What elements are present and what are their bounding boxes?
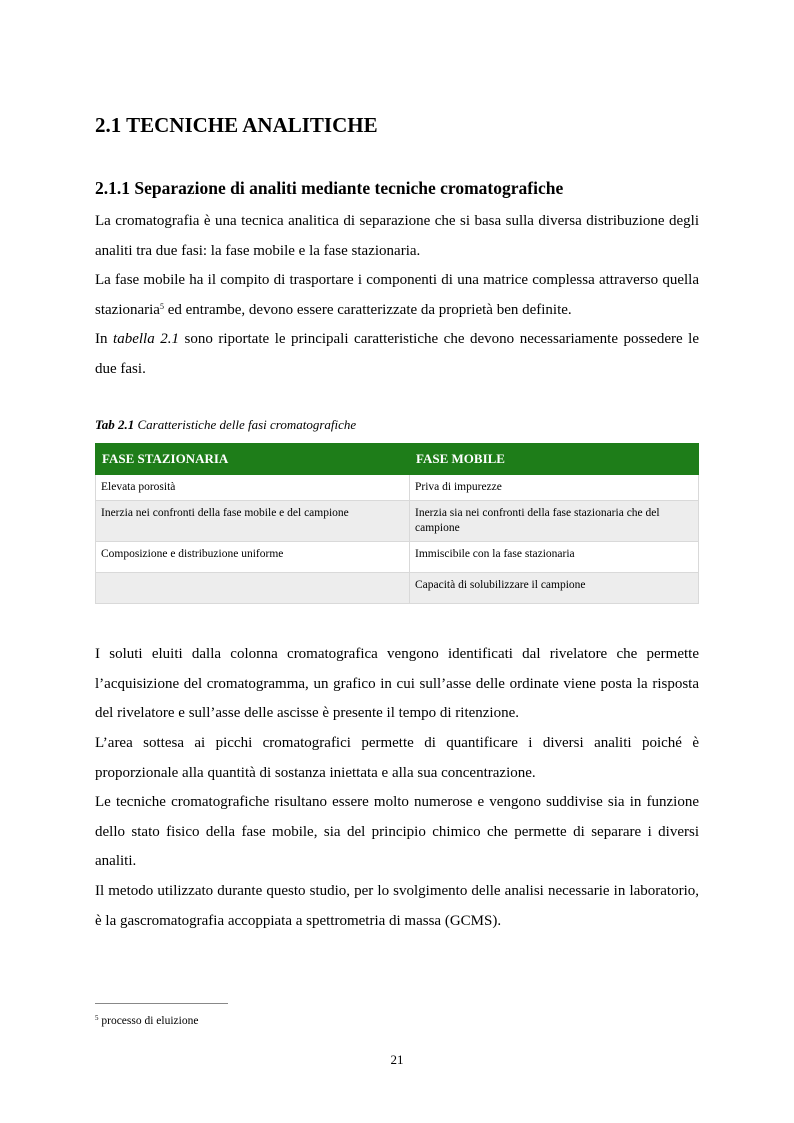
footnote-reference: 5 xyxy=(159,301,164,311)
table-caption-label: Tab 2.1 xyxy=(95,417,135,432)
table-header-mobile: FASE MOBILE xyxy=(410,444,699,475)
body-paragraph-3: Le tecniche cromatografiche risultano essere molto numerose e vengono suddivise sia in funzione dello stato fisico della fase mobile, sia del principio chimico che permette di separare i diversi analiti. xyxy=(95,794,699,869)
intro-paragraph-3 xyxy=(95,325,699,384)
intro-paragraph-2-text-a: La fase mobile ha il compito di trasportare i componenti di una matrice complessa attraverso quella stazionaria xyxy=(95,272,699,318)
table-row xyxy=(96,573,699,604)
table-cell: Elevata porosità xyxy=(96,475,410,501)
intro-paragraph-3-text-a: In xyxy=(95,331,114,347)
table-cell: Inerzia sia nei confronti della fase stazionaria che del campione xyxy=(410,501,699,542)
footnote-separator xyxy=(95,1003,228,1004)
intro-paragraph-1: La cromatografia è una tecnica analitica di separazione che si basa sulla diversa distribuzione degli analiti tra due fasi: la fase mobile e la fase stazionaria. xyxy=(95,213,699,259)
table-cell: Immiscibile con la fase stazionaria xyxy=(410,542,699,573)
table-cell: Priva di impurezze xyxy=(410,475,699,501)
body-paragraph-4: Il metodo utilizzato durante questo studio, per lo svolgimento delle analisi necessarie in laboratorio, è la gascromatografia accoppiata a spettrometria di massa (GCMS). xyxy=(95,883,699,929)
table-row xyxy=(96,501,699,542)
table-cell: Inerzia nei confronti della fase mobile e del campione xyxy=(96,501,410,542)
footnote xyxy=(95,1015,198,1027)
table-caption xyxy=(95,417,356,433)
table-cell: Composizione e distribuzione uniforme xyxy=(96,542,410,573)
section-title: 2.1 TECNICHE ANALITICHE xyxy=(95,113,378,137)
body-paragraph-2: L’area sottesa ai picchi cromatografici permette di quantificare i diversi analiti poiché è proporzionale alla quantità di sostanza iniettata e alla sua concentrazione. xyxy=(95,735,699,781)
table-header-stationary: FASE STAZIONARIA xyxy=(96,444,410,475)
table-caption-text: Caratteristiche delle fasi cromatografiche xyxy=(134,417,357,432)
table-row xyxy=(96,475,699,501)
footnote-text: processo di eluizione xyxy=(98,1015,199,1027)
intro-paragraph-2 xyxy=(95,266,699,325)
footnote-number: 5 xyxy=(95,1014,99,1022)
intro-paragraph-3-text-b: sono riportate le principali caratteristiche che devono necessariamente possedere le due fasi. xyxy=(95,331,699,377)
table-row xyxy=(96,542,699,573)
intro-paragraph-2-text-b: ed entrambe, devono essere caratterizzate da proprietà ben definite. xyxy=(163,301,572,318)
table-cell xyxy=(96,573,410,604)
page-number: 21 xyxy=(390,1052,404,1067)
table-header-row xyxy=(96,444,699,475)
subsection-title: 2.1.1 Separazione di analiti mediante tecniche cromatografiche xyxy=(95,178,564,198)
table-cell: Capacità di solubilizzare il campione xyxy=(410,573,699,604)
table-reference: tabella 2.1 xyxy=(113,331,179,347)
body-paragraph-1: I soluti eluiti dalla colonna cromatografica vengono identificati dal rivelatore che permette l’acquisizione del cromatogramma, un grafico in cui sull’asse delle ordinate viene posta la risposta del rivelatore e sull’asse delle ascisse è presente il tempo di ritenzione. xyxy=(95,646,699,721)
phases-table xyxy=(95,443,699,604)
